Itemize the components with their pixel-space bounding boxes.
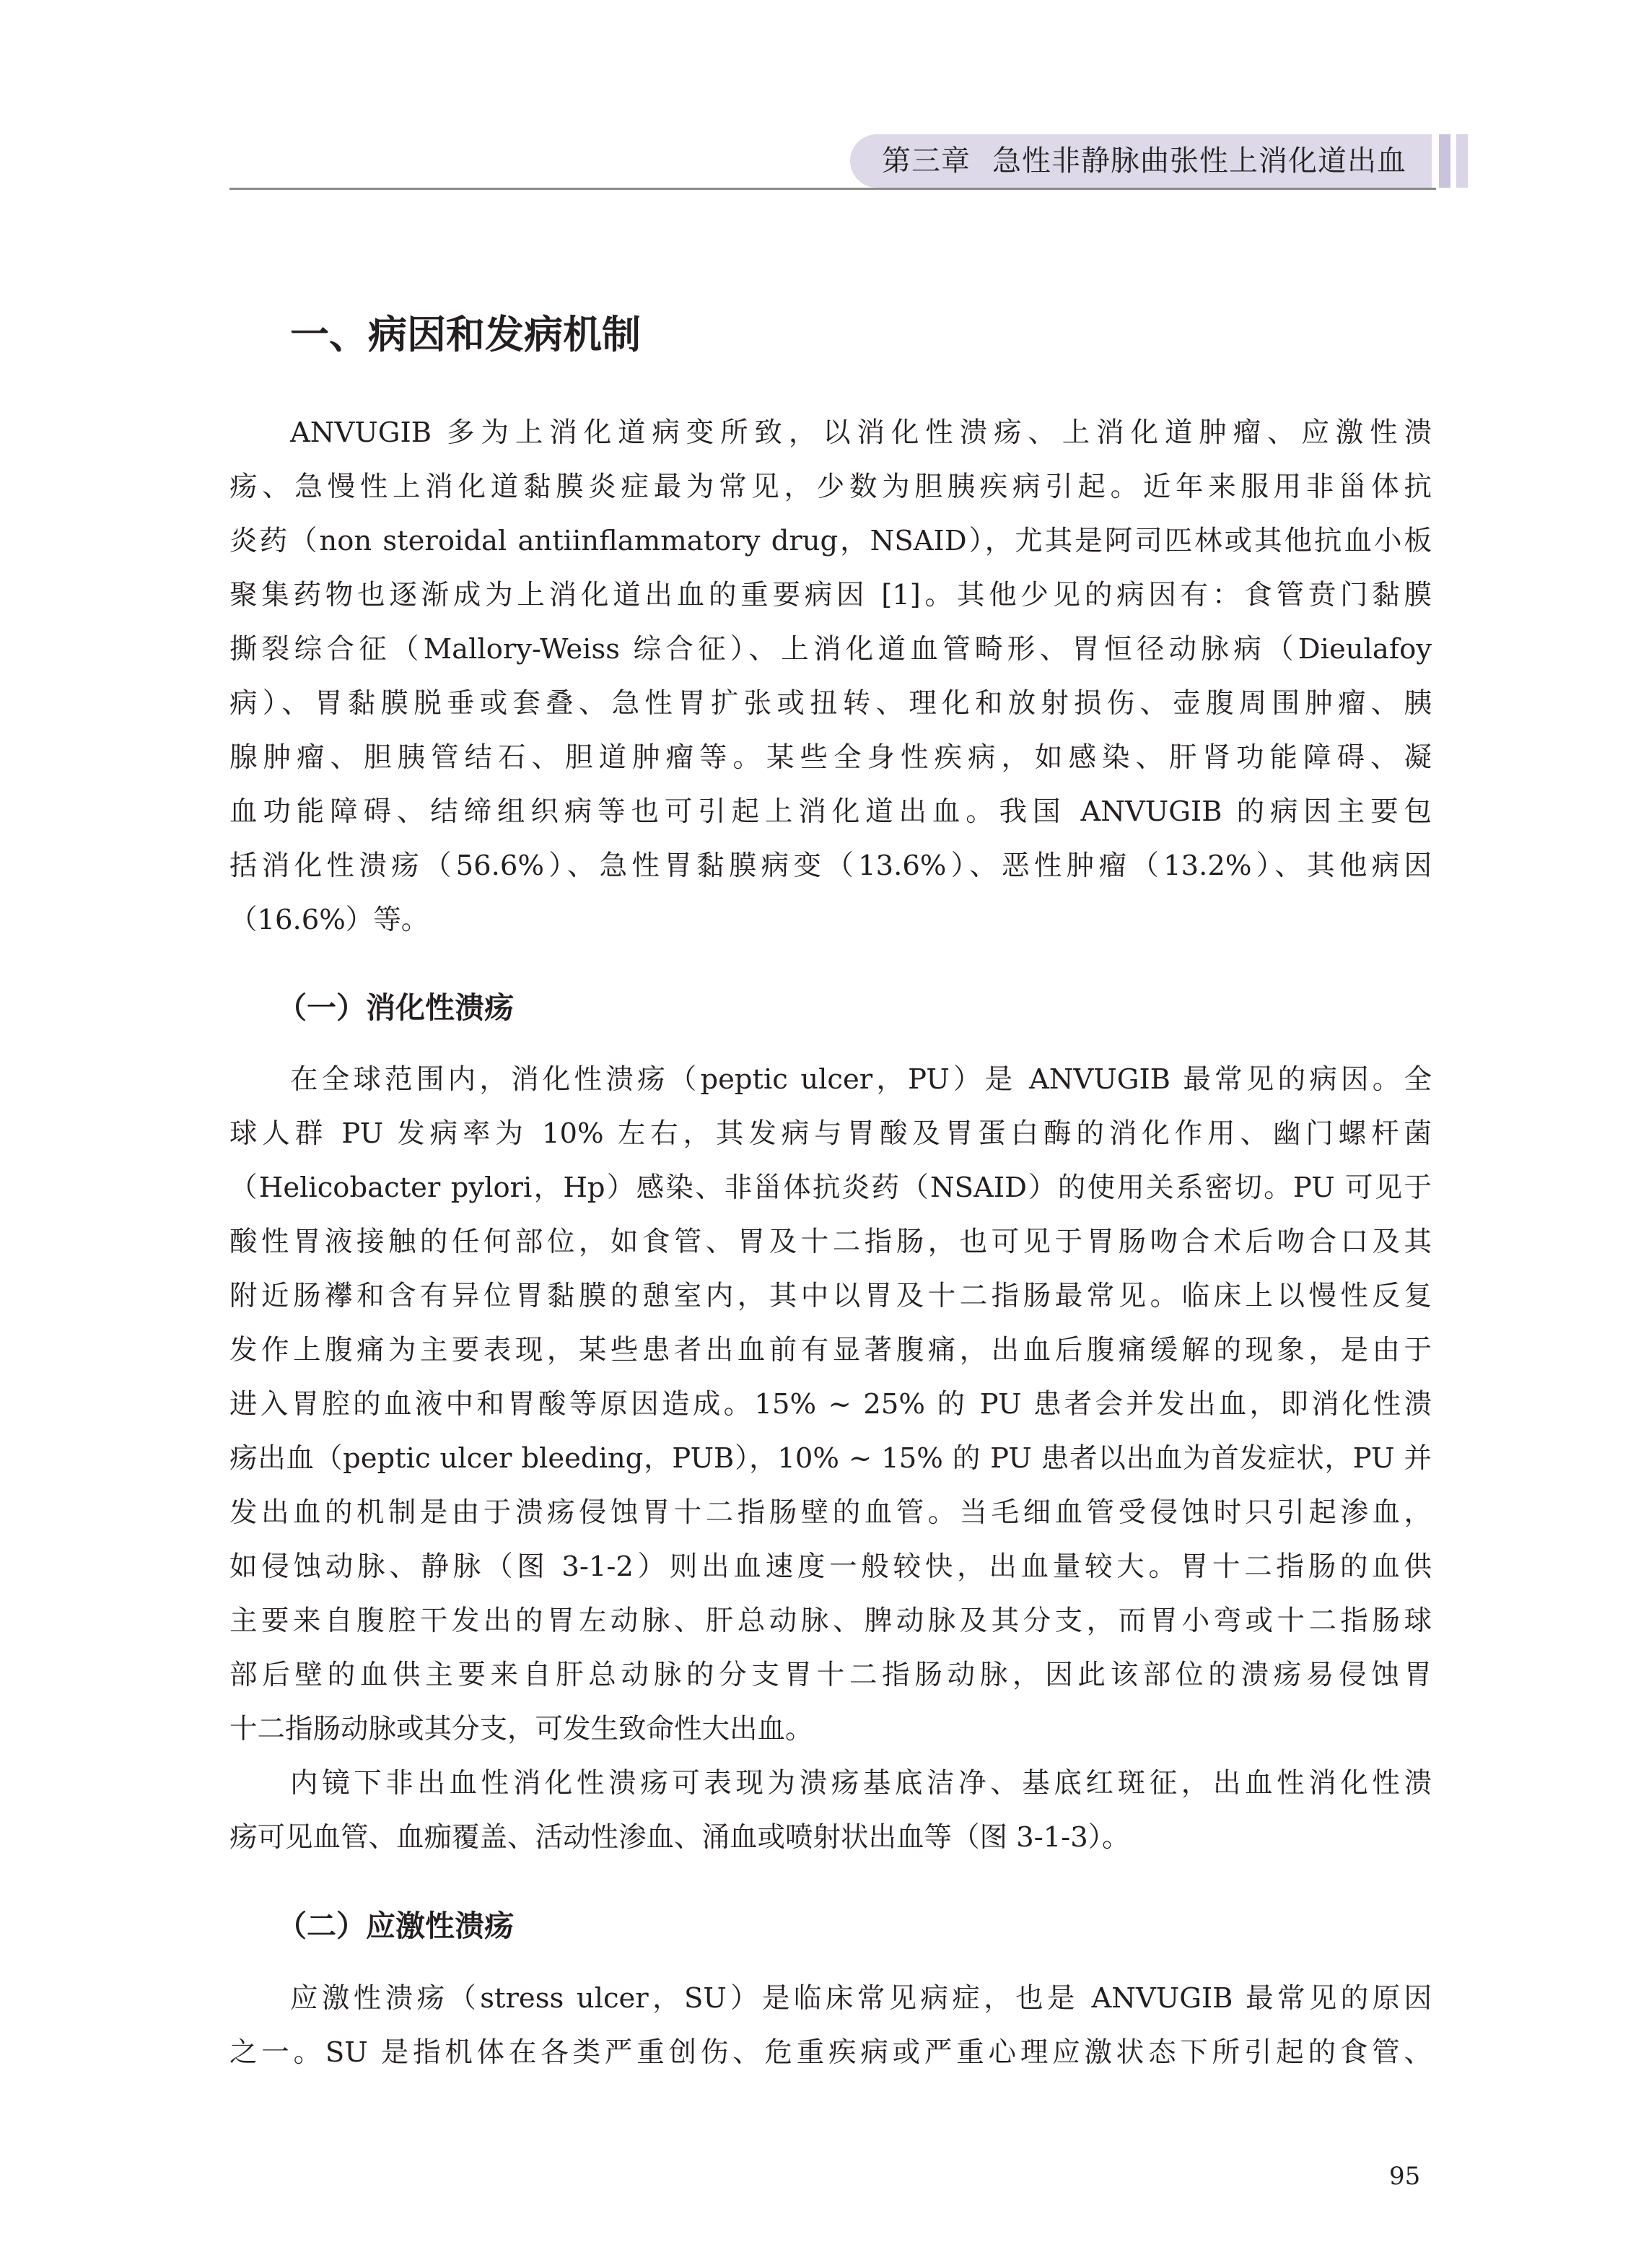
text-line: 十二指肠动脉或其分支，可发生致命性大出血。 — [229, 1713, 813, 1745]
text-line: 如侵蚀动脉、静脉（图 3-1-2）则出血速度一般较快，出血量较大。胃十二指肠的血供 — [229, 1550, 1432, 1583]
text-line: 撕裂综合征（Mallory-Weiss 综合征）、上消化道血管畸形、胃恒径动脉病（Dieulafoy — [229, 633, 1432, 666]
text-line: 进入胃腔的血液中和胃酸等原因造成。15% ~ 25% 的 PU 患者会并发出血，即消化性溃 — [229, 1388, 1432, 1421]
text-line: 主要来自腹腔干发出的胃左动脉、肝总动脉、脾动脉及其分支，而胃小弯或十二指肠球 — [229, 1605, 1432, 1637]
text-line: （Helicobacter pylori，Hp）感染、非甾体抗炎药（NSAID）的使用关系密切。PU 可见于 — [229, 1172, 1432, 1204]
header-tab-bar — [1439, 134, 1450, 188]
text-line: 疡、急慢性上消化道黏膜炎症最为常见，少数为胆胰疾病引起。近年来服用非甾体抗 — [229, 471, 1432, 503]
text-line: 病）、胃黏膜脱垂或套叠、急性胃扩张或扭转、理化和放射损伤、壶腹周围肿瘤、胰 — [229, 687, 1432, 720]
subsection-title: （一）消化性溃疡 — [277, 990, 514, 1025]
text-line: 发出血的机制是由于溃疡侵蚀胃十二指肠壁的血管。当毛细血管受侵蚀时只引起渗血， — [229, 1496, 1432, 1529]
section-title: 一、病因和发病机制 — [290, 312, 641, 357]
text-line: 应激性溃疡（stress ulcer，SU）是临床常见病症，也是 ANVUGIB 最常见的原因 — [290, 1982, 1432, 2015]
chapter-title: 急性非静脉曲张性上消化道出血 — [992, 144, 1406, 178]
text-line: 酸性胃液接触的任何部位，如食管、胃及十二指肠，也可见于胃肠吻合术后吻合口及其 — [229, 1226, 1432, 1258]
subsection-title: （二）应激性溃疡 — [277, 1909, 514, 1943]
text-line: 疡可见血管、血痂覆盖、活动性渗血、涌血或喷射状出血等（图 3-1-3）。 — [229, 1821, 1130, 1854]
text-line: 附近肠襻和含有异位胃黏膜的憩室内，其中以胃及十二指肠最常见。临床上以慢性反复 — [229, 1280, 1432, 1312]
text-line: （16.6%）等。 — [229, 904, 429, 936]
text-line: 发作上腹痛为主要表现，某些患者出血前有显著腹痛，出血后腹痛缓解的现象，是由于 — [229, 1334, 1432, 1366]
text-line: ANVUGIB 多为上消化道病变所致，以消化性溃疡、上消化道肿瘤、应激性溃 — [290, 416, 1432, 449]
header-tab-bar — [1456, 134, 1468, 188]
page-number: 95 — [1389, 2162, 1421, 2191]
text-line: 球人群 PU 发病率为 10% 左右，其发病与胃酸及胃蛋白酶的消化作用、幽门螺杆菌 — [229, 1117, 1432, 1150]
text-line: 疡出血（peptic ulcer bleeding，PUB），10% ~ 15% 的 PU 患者以出血为首发症状，PU 并 — [229, 1442, 1432, 1475]
text-line: 在全球范围内，消化性溃疡（peptic ulcer，PU）是 ANVUGIB 最常见的病因。全 — [290, 1063, 1432, 1096]
text-line: 之一。SU 是指机体在各类严重创伤、危重疾病或严重心理应激状态下所引起的食管、 — [229, 2036, 1432, 2069]
header-rule — [229, 188, 1436, 190]
chapter-label: 第三章 — [882, 144, 971, 178]
text-line: 内镜下非出血性消化性溃疡可表现为溃疡基底洁净、基底红斑征，出血性消化性溃 — [290, 1767, 1432, 1800]
running-header — [882, 134, 1406, 188]
text-line: 血功能障碍、结缔组织病等也可引起上消化道出血。我国 ANVUGIB 的病因主要包 — [229, 795, 1432, 828]
text-line: 炎药（non steroidal antiinflammatory drug，NSAID），尤其是阿司匹林或其他抗血小板 — [229, 525, 1432, 557]
text-line: 括消化性溃疡（56.6%）、急性胃黏膜病变（13.6%）、恶性肿瘤（13.2%）、其他病因 — [229, 850, 1432, 882]
text-line: 部后壁的血供主要来自肝总动脉的分支胃十二指肠动脉，因此该部位的溃疡易侵蚀胃 — [229, 1659, 1432, 1691]
text-line: 腺肿瘤、胆胰管结石、胆道肿瘤等。某些全身性疾病，如感染、肝肾功能障碍、凝 — [229, 741, 1432, 774]
text-line: 聚集药物也逐渐成为上消化道出血的重要病因 [1]。其他少见的病因有：食管贲门黏膜 — [229, 579, 1432, 611]
